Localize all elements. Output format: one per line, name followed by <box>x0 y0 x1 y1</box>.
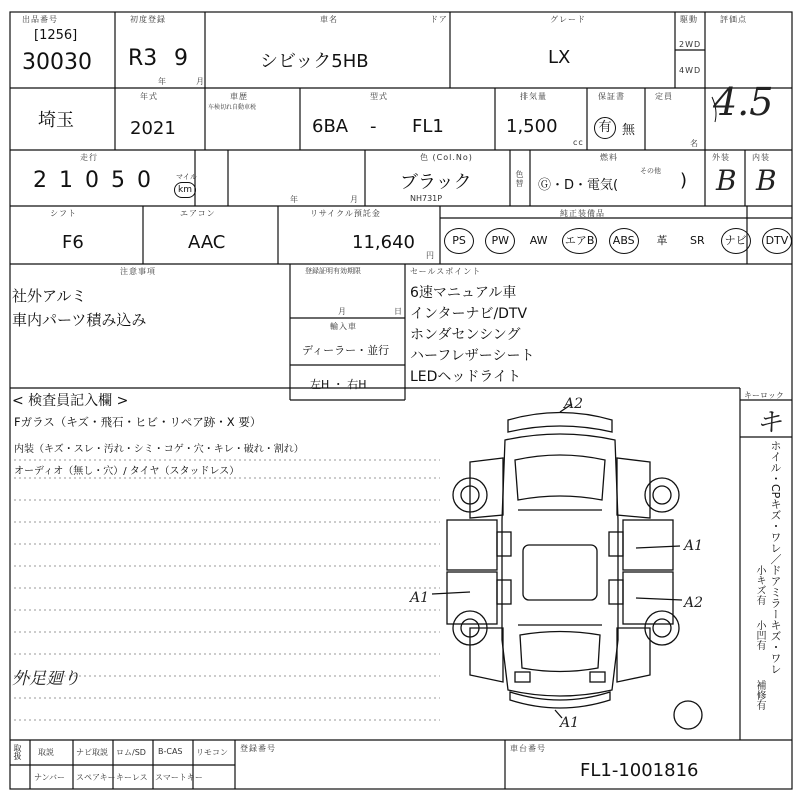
color-label: 色 (Col.No) <box>420 153 473 162</box>
diagram-mark: A1 <box>684 538 704 554</box>
mileage-unit-km: km <box>174 182 196 198</box>
equipment-item: AW <box>529 234 548 247</box>
equipment-item: ABS <box>609 228 639 254</box>
lot-number-label: 出品番号 <box>22 15 58 24</box>
fuel-options: Ⓖ・D・電気( <box>538 178 619 193</box>
type-dash: - <box>370 116 377 137</box>
footer-item: スマートキー <box>155 773 203 782</box>
inspector-title: < 検査員記入欄 > <box>12 393 129 409</box>
shift-label: シフト <box>50 209 77 218</box>
interior-grade: B <box>756 164 777 197</box>
fuel-close-paren: ) <box>680 170 688 191</box>
mileage-unit-mile: マイル <box>176 173 197 181</box>
import-label: 輸入車 <box>330 322 357 331</box>
footer-item: スペアキー <box>76 773 116 782</box>
dealer-label: ディーラー・並行 <box>302 344 390 357</box>
drive-2wd: 2WD <box>679 40 702 49</box>
small-dent-note: 小凹有 <box>754 620 765 650</box>
model-year-label: 年式 <box>140 92 158 101</box>
chassis-number: FL1-1001816 <box>580 760 699 781</box>
lot-number: 30030 <box>22 50 92 75</box>
type-code: FL1 <box>412 116 444 137</box>
score-value: 4.5 <box>713 80 774 124</box>
equipment-item: DTV <box>762 228 792 254</box>
month-unit: 月 <box>196 77 205 86</box>
car-name: シビック5HB <box>260 51 369 72</box>
recycle-label: リサイクル預託金 <box>310 209 381 218</box>
reg-month-unit: 月 <box>338 307 347 316</box>
glass-line: Fガラス（キズ・飛石・ヒビ・リペア跡・X 要） <box>14 415 262 429</box>
keylock-label: キーロック <box>744 391 784 400</box>
sales-point: LEDヘッドライト <box>410 369 522 385</box>
sales-label: セールスポイント <box>410 267 482 276</box>
exterior-grade: B <box>716 164 737 197</box>
mileage-digit: 2 <box>33 168 47 193</box>
drive-label: 駆動 <box>680 15 698 24</box>
type-label: 型式 <box>370 92 388 101</box>
interior-line: 内装（キズ・スレ・汚れ・シミ・コゲ・穴・キレ・破れ・割れ） <box>14 444 304 455</box>
region: 埼玉 <box>38 110 74 131</box>
equipment-item: SR <box>690 234 705 247</box>
equipment-item: ナビ <box>721 228 751 254</box>
mileage-digit: 1 <box>59 168 73 193</box>
ac-value: AAC <box>188 232 226 253</box>
caution-item-2: 車内パーツ積み込み <box>12 311 147 329</box>
grade-label: グレード <box>550 15 586 24</box>
diagram-mark: A1 <box>560 715 580 731</box>
footer-item: B-CAS <box>158 747 183 756</box>
reg-day-unit: 日 <box>394 307 403 316</box>
repair-note: 補修有 <box>754 680 765 710</box>
equipment-item: 革 <box>656 234 668 247</box>
equipment-list <box>444 228 792 254</box>
sales-points <box>410 283 534 388</box>
mileage-digit: 0 <box>85 168 99 193</box>
footer-item: ロム/SD <box>116 748 146 757</box>
equip-label: 純正装備品 <box>560 209 605 218</box>
lot-prefix: [1256] <box>34 28 78 43</box>
capacity-label: 定員 <box>655 92 673 101</box>
repaint-label: 色替 <box>515 170 524 188</box>
car-name-label: 車名 <box>320 15 338 24</box>
interior-label: 内装 <box>752 153 770 162</box>
row3-year-unit: 年 <box>290 195 299 204</box>
sales-point: ホンダセンシング <box>410 327 521 343</box>
sales-point: インターナビ/DTV <box>410 306 528 322</box>
mileage-label: 走行 <box>80 153 98 162</box>
equipment-item: PS <box>444 228 474 254</box>
model-year: 2021 <box>130 118 176 139</box>
cc-unit: cc <box>573 138 584 147</box>
warranty-label: 保証書 <box>598 92 625 101</box>
type-prefix: 6BA <box>312 116 349 137</box>
reg-expiry-label: 登録証明有効期限 <box>305 267 361 275</box>
capacity-unit: 名 <box>690 139 699 148</box>
row3-month-unit: 月 <box>350 195 359 204</box>
yen-unit: 円 <box>426 251 435 260</box>
footer-label: 取扱 <box>13 744 22 760</box>
footer-item: 取説 <box>38 748 54 757</box>
grade-value: LX <box>548 47 571 68</box>
year-unit: 年 <box>158 77 167 86</box>
displacement: 1,500 <box>506 116 558 137</box>
footer-item: リモコン <box>196 748 228 757</box>
wheel-mirror-note: ホイル・CPキズ・ワレ／ドアミラーキズ・ワレ <box>769 440 782 675</box>
equipment-item: エアB <box>562 228 598 254</box>
color-name: ブラック <box>400 172 472 193</box>
sales-point: ハーフレザーシート <box>410 348 535 364</box>
chassis-label: 車台番号 <box>510 744 546 753</box>
fuel-other: その他 <box>640 167 661 175</box>
mileage-digit: 5 <box>111 168 125 193</box>
door-label: ドア <box>430 15 448 24</box>
score-label: 評価点 <box>720 15 747 24</box>
shift-value: F6 <box>62 232 84 253</box>
history-sub: 车検切れ自動車税 <box>208 104 257 111</box>
mileage-digit: 0 <box>137 168 151 193</box>
small-scratch-note: 小キズ有 <box>754 565 765 605</box>
era-year: R3 <box>128 46 158 71</box>
reg-month: 9 <box>174 46 188 71</box>
exterior-label: 外装 <box>712 153 730 162</box>
car-diagram <box>432 404 702 729</box>
reg-number-label: 登録番号 <box>240 744 276 753</box>
recycle-value: 11,640 <box>352 232 415 253</box>
footer-item: ナンバー <box>34 773 66 782</box>
handle-label: 左H ・ 右H <box>310 378 367 391</box>
diagram-mark: A2 <box>564 396 584 412</box>
mileage-digits <box>30 168 154 193</box>
diagram-mark: A1 <box>410 590 430 606</box>
first-reg-label: 初度登録 <box>130 15 166 24</box>
handwritten-note: 外足廻り <box>12 669 80 689</box>
warranty-no: 無 <box>622 123 636 138</box>
equipment-item: PW <box>485 228 515 254</box>
color-code: NH731P <box>410 194 443 203</box>
fuel-label: 燃料 <box>600 153 618 162</box>
audio-line: オーディオ（無し・穴）/ タイヤ（スタッドレス） <box>14 466 240 477</box>
displacement-label: 排気量 <box>520 92 547 101</box>
keylock-value: キ <box>756 408 783 438</box>
history-label: 車歴 <box>230 92 248 101</box>
drive-4wd: 4WD <box>679 66 702 75</box>
ac-label: エアコン <box>180 209 216 218</box>
diagram-mark: A2 <box>684 595 704 611</box>
sales-point: 6速マニュアル車 <box>410 285 517 301</box>
footer-item: ナビ取説 <box>76 748 108 757</box>
caution-label: 注意事項 <box>120 267 156 276</box>
footer-item: キーレス <box>116 773 148 782</box>
caution-item-1: 社外アルミ <box>12 287 87 305</box>
warranty-yes: 有 <box>594 117 616 139</box>
